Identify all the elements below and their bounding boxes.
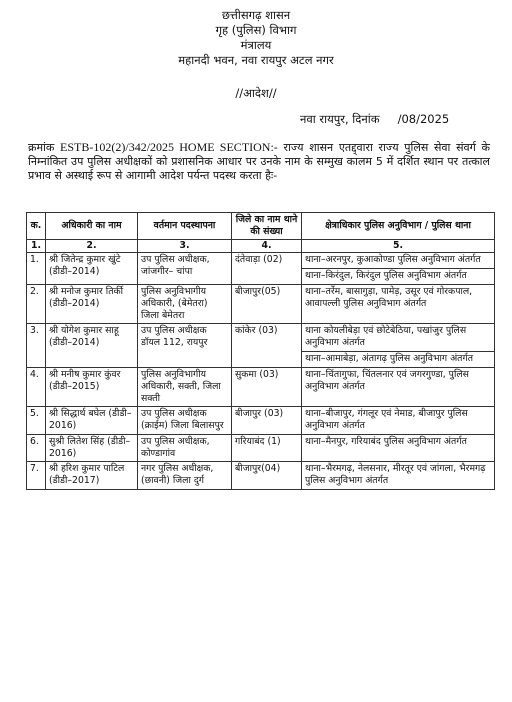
serial-number: 3. bbox=[27, 324, 46, 368]
district-stations: दंतेवाड़ा (02) bbox=[232, 253, 302, 285]
jurisdiction-cell bbox=[302, 407, 495, 435]
jurisdiction-cell bbox=[302, 462, 495, 490]
order-body bbox=[28, 140, 490, 184]
column-number-row bbox=[27, 240, 495, 253]
officer-name: श्री मनोज कुमार तिर्की (डीडी–2014) bbox=[46, 285, 138, 324]
serial-number: 6. bbox=[27, 435, 46, 462]
table-row bbox=[27, 324, 495, 368]
col-header-current-posting: वर्तमान पदस्थापना bbox=[138, 213, 232, 240]
officer-name: श्री सिद्धार्थ बघेल (डीडी–2016) bbox=[46, 407, 138, 435]
officer-name: श्री जितेन्द्र कुमार खुंटे (डीडी–2014) bbox=[46, 253, 138, 285]
order-date: /08/2025 bbox=[397, 112, 450, 126]
jurisdiction-cell bbox=[302, 253, 495, 285]
order-heading: //आदेश// bbox=[235, 86, 277, 100]
current-posting: उप पुलिस अधीक्षक, जांजगीर– चांपा bbox=[138, 253, 232, 285]
col-number: 5. bbox=[302, 240, 495, 253]
current-posting: उप पुलिस अधीक्षक डॉयल 112, रायपुर bbox=[138, 324, 232, 368]
col-number: 3. bbox=[138, 240, 232, 253]
officer-name: श्री मनीष कुमार कुंवर (डीडी–2015) bbox=[46, 368, 138, 407]
table-header-row bbox=[27, 213, 495, 240]
ref-prefix: क्रमांक bbox=[28, 141, 55, 154]
district-stations: बीजापुर(05) bbox=[232, 285, 302, 324]
table-row bbox=[27, 407, 495, 435]
ministry-name: मंत्रालय bbox=[240, 38, 272, 52]
ref-number: ESTB-102(2)/342/2025 HOME SECTION:- bbox=[60, 140, 278, 154]
jurisdiction-item: थाना–किरंदुल, किरंदुल पुलिस अनुविभाग अंतर्गत bbox=[302, 268, 494, 284]
jurisdiction-item: थाना–तर्रेम, बासागुड़ा, पामेड़, उसूर एवं गोरकपाल, आवापल्ली पुलिस अनुविभाग अंतर्गत bbox=[305, 286, 473, 309]
table-row bbox=[27, 435, 495, 462]
col-number: 1. bbox=[27, 240, 46, 253]
col-number: 4. bbox=[232, 240, 302, 253]
jurisdiction-cell bbox=[302, 324, 495, 368]
jurisdiction-cell bbox=[302, 285, 495, 324]
jurisdiction-item: थाना–अरनपुर, कुआकोण्डा पुलिस अनुविभाग अंतर्गत bbox=[305, 254, 481, 265]
table-row bbox=[27, 462, 495, 490]
jurisdiction-item: थाना कोयलीबेड़ा एवं छोटेबेठिया, पखांजुर पुलिस अनुविभाग अंतर्गत bbox=[305, 325, 467, 348]
jurisdiction-item: थाना–बीजापुर, गंगलूर एवं नेमाड, बीजापुर पुलिस अनुविभाग अंतर्गत bbox=[305, 408, 468, 431]
table-row bbox=[27, 285, 495, 324]
jurisdiction-item: थाना–आमाबेड़ा, अंतागढ़ पुलिस अनुविभाग अंतर्गत bbox=[302, 351, 494, 367]
jurisdiction-item: थाना–भैरमगढ़, नेलसनार, मीरतूर एवं जांगला, भैरमगढ़ पुलिस अनुविभाग अंतर्गत bbox=[305, 463, 486, 486]
jurisdiction-item: थाना–चिंतागुफा, चिंतलनार एवं जगरगुण्डा, पुलिस अनुविभाग अंतर्गत bbox=[305, 369, 469, 392]
current-posting: उप पुलिस अधीक्षक (क्राईम) जिला बिलासपुर bbox=[138, 407, 232, 435]
current-posting: पुलिस अनुविभागीय अधिकारी, (बेमेतरा) जिला बेमेतरा bbox=[138, 285, 232, 324]
serial-number: 4. bbox=[27, 368, 46, 407]
office-address: महानदी भवन, नवा रायपुर अटल नगर bbox=[178, 53, 334, 67]
place-date-label: नवा रायपुर, दिनांक bbox=[300, 112, 380, 126]
govt-name: छत्तीसगढ़ शासन bbox=[221, 8, 291, 22]
district-stations: बीजापुर(04) bbox=[232, 462, 302, 490]
district-stations: बीजापुर (03) bbox=[232, 407, 302, 435]
order-text: राज्य शासन एतद्द्वारा राज्य पुलिस सेवा संवर्ग के निम्नांकित उप पुलिस अधीक्षकों को प्रशासनिक आधार पर उनके नाम के सम्मुख कालम 5 में दर्शित स्थान पर तत्काल प्रभाव से अस्थाई रूप से आगामी आदेश पर्यन्त पदस्थ करता हैः- bbox=[28, 141, 491, 183]
officer-name: सुश्री लितेश सिंह (डीडी–2016) bbox=[46, 435, 138, 462]
serial-number: 7. bbox=[27, 462, 46, 490]
col-header-sn: क. bbox=[27, 213, 46, 240]
serial-number: 1. bbox=[27, 253, 46, 285]
col-header-jurisdiction: क्षेत्राधिकार पुलिस अनुविभाग / पुलिस थाना bbox=[302, 213, 495, 240]
current-posting: नगर पुलिस अधीक्षक, (छावनी) जिला दुर्ग bbox=[138, 462, 232, 490]
letterhead bbox=[0, 8, 512, 68]
table-row bbox=[27, 368, 495, 407]
current-posting: पुलिस अनुविभागीय अधिकारी, सक्ती, जिला सक्ती bbox=[138, 368, 232, 407]
date-line bbox=[300, 112, 449, 127]
serial-number: 2. bbox=[27, 285, 46, 324]
jurisdiction-item: थाना–मैनपुर, गरियाबंद पुलिस अनुविभाग अंतर्गत bbox=[305, 436, 467, 447]
district-stations: कांकेर (03) bbox=[232, 324, 302, 368]
table-row bbox=[27, 253, 495, 285]
current-posting: उप पुलिस अधीक्षक, कोण्डागांव bbox=[138, 435, 232, 462]
col-header-name: अधिकारी का नाम bbox=[46, 213, 138, 240]
col-header-district: जिले का नाम थाने की संख्या bbox=[232, 213, 302, 240]
department-name: गृह (पुलिस) विभाग bbox=[215, 23, 297, 37]
serial-number: 5. bbox=[27, 407, 46, 435]
posting-table bbox=[26, 212, 495, 490]
officer-name: श्री हरिश कुमार पाटिल (डीडी–2017) bbox=[46, 462, 138, 490]
jurisdiction-cell bbox=[302, 435, 495, 462]
jurisdiction-cell bbox=[302, 368, 495, 407]
district-stations: सुकमा (03) bbox=[232, 368, 302, 407]
officer-name: श्री योगेश कुमार साहू (डीडी–2014) bbox=[46, 324, 138, 368]
col-number: 2. bbox=[46, 240, 138, 253]
district-stations: गरियाबंद (1) bbox=[232, 435, 302, 462]
